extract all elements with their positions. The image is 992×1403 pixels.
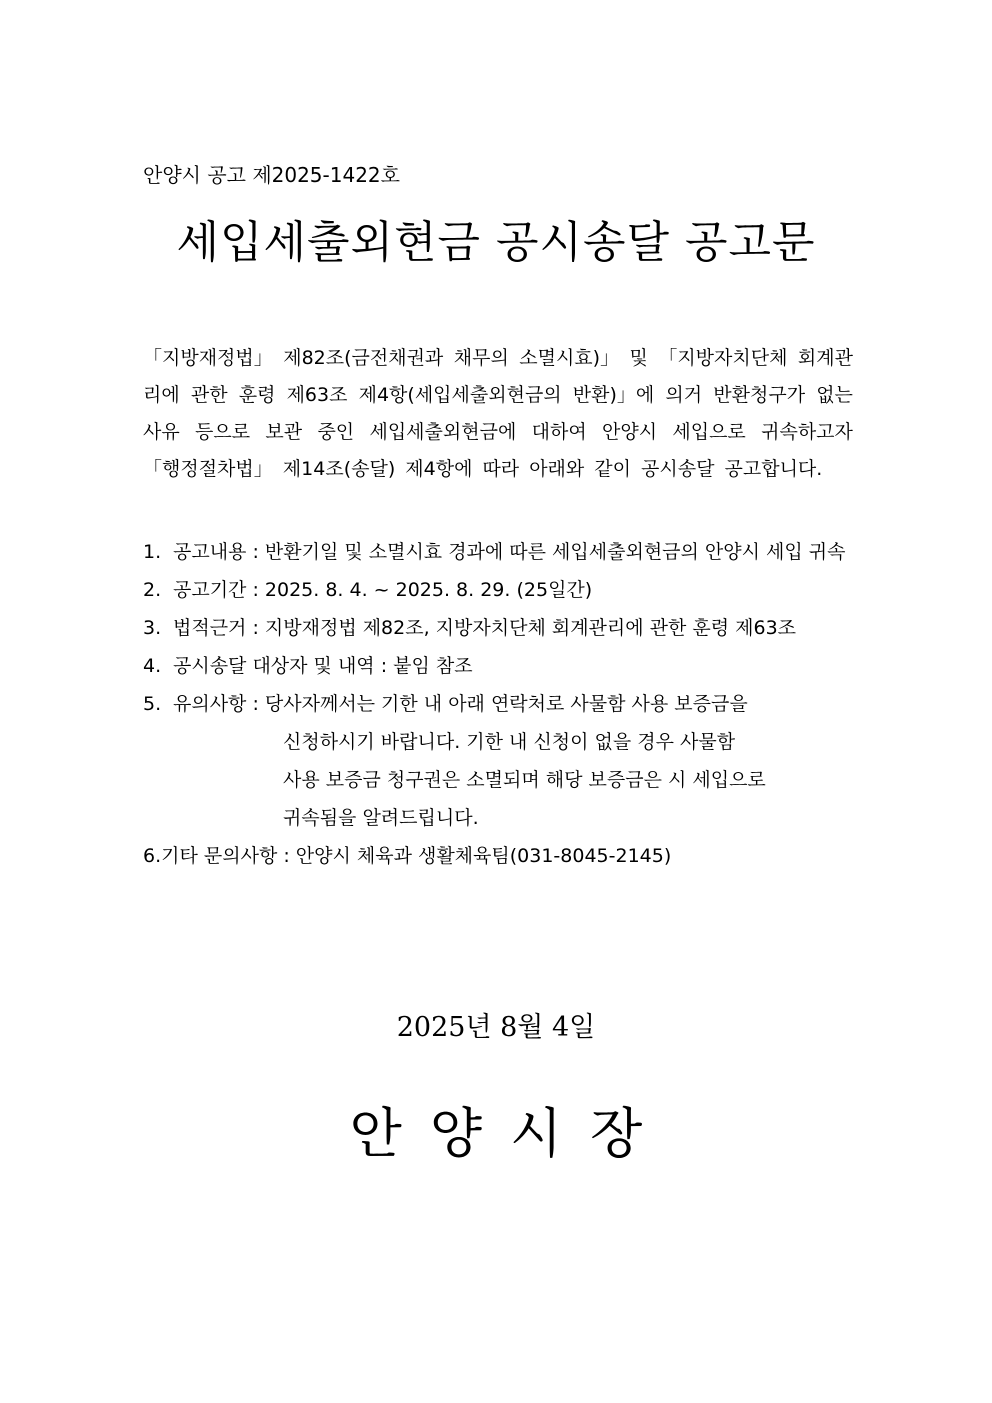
intro-word: 회계관 <box>797 347 853 369</box>
intro-line <box>143 377 853 414</box>
intro-word: 제4항(세입세출외현금의 <box>358 384 562 406</box>
intro-word: 제63조 <box>286 384 348 406</box>
notice-item <box>143 685 883 723</box>
issuer-signature: 안양시장 <box>349 1102 671 1165</box>
item-continuation-text: 귀속됨을 알려드립니다. <box>283 807 479 829</box>
item-text: 공고내용 : 반환기일 및 소멸시효 경과에 따른 세입세출외현금의 안양시 세입 귀속 <box>173 541 846 563</box>
intro-word: 의거 <box>665 384 703 406</box>
notice-items-list <box>143 533 883 875</box>
notice-item <box>143 647 883 685</box>
intro-paragraph <box>143 340 853 488</box>
item-text: 공시송달 대상자 및 내역 : 붙임 참조 <box>173 655 473 677</box>
notice-item-continuation <box>143 723 883 761</box>
document-title: 세입세출외현금 공시송달 공고문 <box>176 217 816 268</box>
intro-line <box>143 414 853 451</box>
intro-word: 등으로 <box>195 421 251 443</box>
notice-item <box>143 837 883 875</box>
intro-word: 소멸시효)」 <box>519 347 620 369</box>
intro-word: 리에 <box>143 384 180 406</box>
item-number: 5. <box>143 693 162 715</box>
intro-word: 채무의 <box>453 347 509 369</box>
intro-word: 「지방재정법」 <box>143 347 273 369</box>
item-number: 1. <box>143 541 162 563</box>
intro-word: 세입으로 <box>672 421 746 443</box>
intro-word: 보관 <box>265 421 303 443</box>
intro-word: 「행정절차법」 제14조(송달) 제4항에 따라 아래와 같이 공시송달 공고합니다. <box>143 458 823 480</box>
item-text: 6.기타 문의사항 : 안양시 체육과 생활체육팀(031-8045-2145) <box>143 845 672 867</box>
intro-word: 귀속하고자 <box>761 421 853 443</box>
intro-word: 중인 <box>317 421 355 443</box>
intro-word: 관한 <box>190 384 228 406</box>
item-continuation-text: 신청하시기 바랍니다. 기한 내 신청이 없을 경우 사물함 <box>283 731 736 753</box>
notice-date: 2025년 8월 4일 <box>396 1012 596 1043</box>
intro-word: 사유 <box>143 421 180 443</box>
intro-line <box>143 340 853 377</box>
notice-item <box>143 571 883 609</box>
intro-word: 「지방자치단체 <box>658 347 788 369</box>
intro-word: 세입세출외현금에 <box>369 421 517 443</box>
intro-word: 반환청구가 <box>713 384 806 406</box>
item-number: 3. <box>143 617 162 639</box>
item-text: 유의사항 : 당사자께서는 기한 내 아래 연락처로 사물함 사용 보증금을 <box>173 693 748 715</box>
notice-number: 안양시 공고 제2025-1422호 <box>143 163 400 187</box>
notice-item-continuation <box>143 799 883 837</box>
intro-word: 반환)」에 <box>572 384 655 406</box>
intro-word: 및 <box>629 347 648 369</box>
item-number: 2. <box>143 579 162 601</box>
notice-item <box>143 609 883 647</box>
item-text: 법적근거 : 지방재정법 제82조, 지방자치단체 회계관리에 관한 훈령 제63조 <box>173 617 797 639</box>
intro-word: 대하여 <box>531 421 587 443</box>
item-number: 4. <box>143 655 162 677</box>
intro-word: 훈령 <box>238 384 276 406</box>
item-text: 공고기간 : 2025. 8. 4. ~ 2025. 8. 29. (25일간) <box>173 579 593 601</box>
item-continuation-text: 사용 보증금 청구권은 소멸되며 해당 보증금은 시 세입으로 <box>283 769 766 791</box>
notice-item <box>143 533 883 571</box>
intro-word: 제82조(금전채권과 <box>283 347 444 369</box>
intro-line <box>143 451 853 488</box>
intro-word: 안양시 <box>602 421 658 443</box>
intro-word: 없는 <box>816 384 853 406</box>
notice-item-continuation <box>143 761 883 799</box>
